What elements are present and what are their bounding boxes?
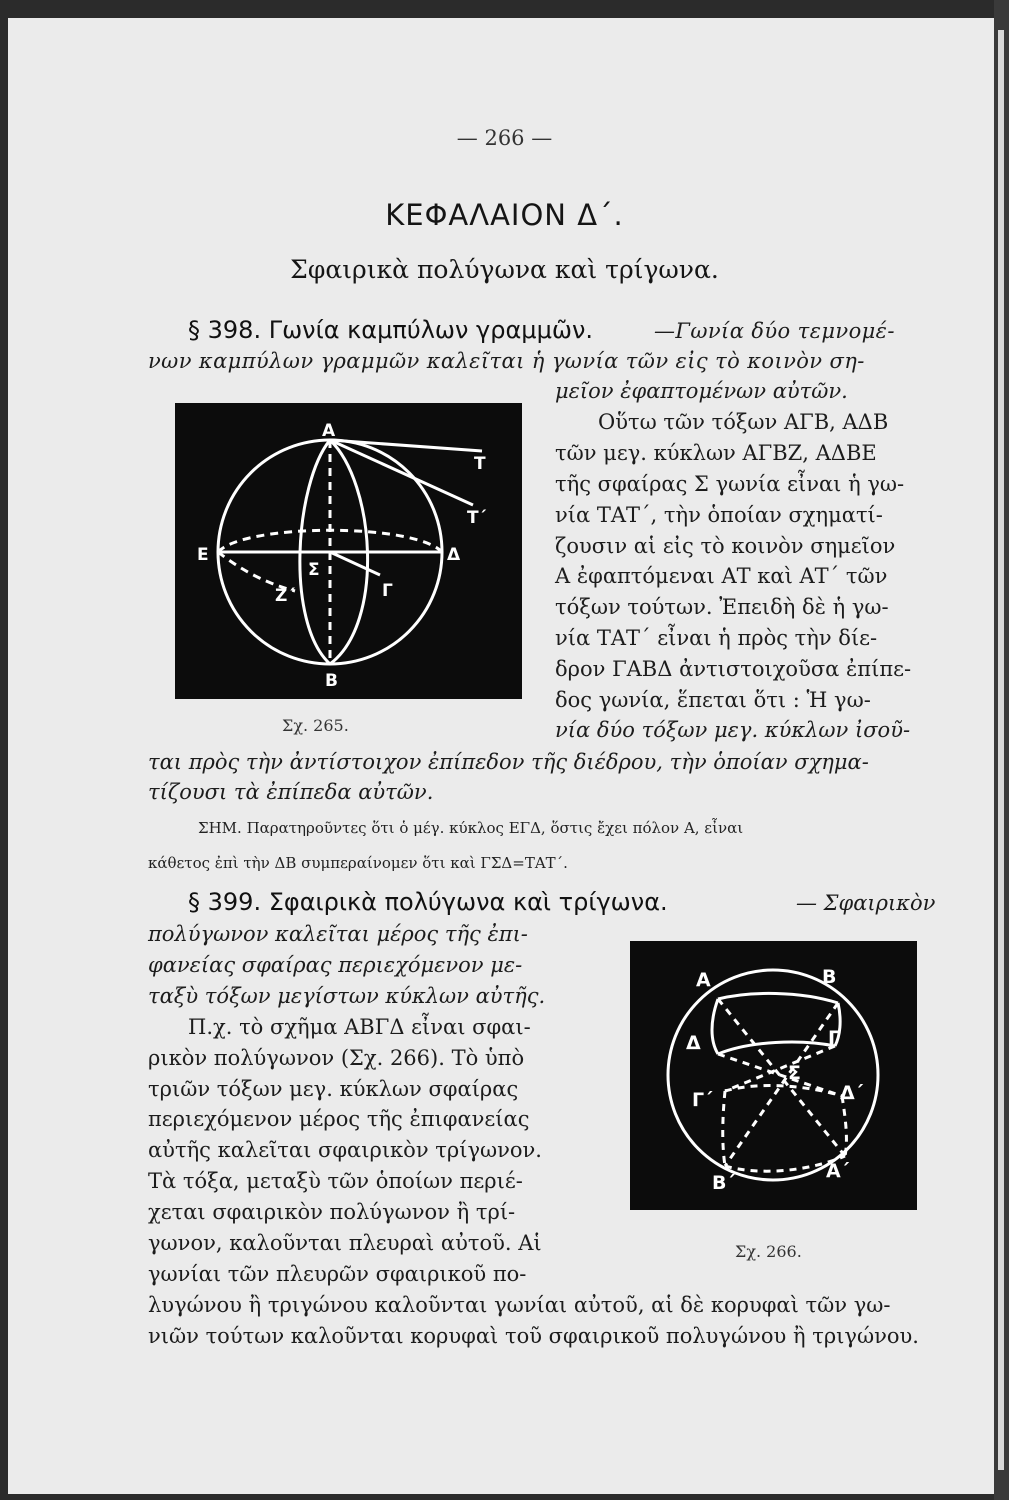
section-399-line: φανείας σφαίρας περιεχόμενον με-: [148, 953, 523, 977]
section-398-line: δρον ΓΑΒΔ ἀντιστοιχοῦσα ἐπίπε-: [555, 657, 912, 681]
figure-266: [630, 941, 917, 1210]
note-line: ΣΗΜ. Παρατηροῦντες ὅτι ὁ μέγ. κύκλος ΕΓΔ, ὅστις ἔχει πόλον Α, εἶναι: [198, 819, 744, 837]
section-399-line: γωνον, καλοῦνται πλευραὶ αὐτοῦ. Αἱ: [148, 1231, 542, 1255]
section-398-line: νων καμπύλων γραμμῶν καλεῖται ἡ γωνία τῶν εἰς τὸ κοινὸν ση-: [148, 349, 865, 373]
section-399-line: νιῶν τούτων καλοῦνται κορυφαὶ τοῦ σφαιρικοῦ πολυγώνου ἢ τριγώνου.: [148, 1324, 919, 1348]
section-398-line: τίζουσι τὰ ἐπίπεδα αὐτῶν.: [148, 780, 434, 804]
fig265-label-g: Γ: [382, 581, 393, 601]
arc-g-prime-d-prime: [725, 1086, 842, 1096]
note-line: κάθετος ἐπὶ τὴν ΔΒ συμπεραίνομεν ὅτι καὶ ΓΣΔ=ΤΑΤ΄.: [148, 854, 568, 872]
fig266-label-s: Σ: [788, 1062, 801, 1084]
section-399-line: τριῶν τόξων μεγ. κύκλων σφαίρας: [148, 1077, 519, 1101]
section-399-line: χεται σφαιρικὸν πολύγωνον ἢ τρί-: [148, 1200, 516, 1224]
fig266-label-g: Γ: [828, 1027, 841, 1049]
line-d-d-prime: [718, 1054, 842, 1096]
section-398-line: δος γωνία, ἕπεται ὅτι : Ἡ γω-: [555, 688, 871, 712]
section-399-line: αὐτῆς καλεῖται σφαιρικὸν τρίγωνον.: [148, 1138, 542, 1162]
chapter-title: ΚΕΦΑΛΑΙΟΝ Δ΄.: [385, 198, 624, 232]
section-399-line: ταξὺ τόξων μεγίστων κύκλων αὐτῆς.: [148, 984, 546, 1008]
section-398-heading: § 398. Γωνία καμπύλων γραμμῶν.: [188, 316, 593, 344]
fig266-label-b-prime: Β΄: [712, 1172, 735, 1194]
line-a-a-prime: [718, 999, 845, 1156]
page-number: — 266 —: [456, 126, 553, 150]
section-398-line: Οὕτω τῶν τόξων ΑΓΒ, ΑΔΒ: [598, 410, 889, 434]
section-398-line: τόξων τούτων. Ἐπειδὴ δὲ ἡ γω-: [555, 595, 889, 619]
fig265-label-d: Δ: [447, 545, 461, 565]
section-398-line: ζουσιν αἱ εἰς τὸ κοινὸν σημεῖον: [555, 534, 896, 558]
section-398-line: —Γωνία δύο τεμνομέ-: [654, 319, 895, 343]
line-g-g-prime: [725, 1046, 835, 1091]
fig266-label-g-prime: Γ΄: [692, 1089, 713, 1111]
section-398-line: νία ΤΑΤ΄ εἶναι ἡ πρὸς τὴν δίε-: [555, 626, 878, 650]
figure-265: [175, 403, 522, 699]
fig265-label-b: Β: [325, 671, 338, 691]
section-398-line: ται πρὸς τὴν ἀντίστοιχον ἐπίπεδον τῆς διέδρου, τὴν ὁποίαν σχημα-: [148, 750, 869, 774]
section-399-line: περιεχόμενον μέρος τῆς ἐπιφανείας: [148, 1107, 530, 1131]
fig266-label-b: Β: [822, 966, 837, 988]
section-399-line: Τὰ τόξα, μεταξὺ τῶν ὁποίων περιέ-: [148, 1169, 523, 1193]
section-398-line: τῆς σφαίρας Σ γωνία εἶναι ἡ γω-: [555, 472, 905, 496]
section-399-line: πολύγωνον καλεῖται μέρος τῆς ἐπι-: [148, 922, 528, 946]
section-398-line: μεῖον ἐφαπτομένων αὐτῶν.: [555, 379, 848, 403]
arc-ab: [718, 993, 838, 1003]
section-399-line: ρικὸν πολύγωνον (Σχ. 266). Τὸ ὑπὸ: [148, 1046, 525, 1070]
fig265-label-e: Ε: [197, 545, 209, 565]
arc-ad: [712, 999, 718, 1054]
fig265-label-z-prime: Ζ΄: [275, 586, 295, 606]
radius-sg: [330, 552, 380, 575]
section-399-line: Π.χ. τὸ σχῆμα ΑΒΓΔ εἶναι σφαι-: [188, 1015, 531, 1039]
section-398-line: νία ΤΑΤ΄, τὴν ὁποίαν σχηματί-: [555, 503, 883, 527]
chapter-subtitle: Σφαιρικὰ πολύγωνα καὶ τρίγωνα.: [290, 255, 719, 284]
figure-266-caption: Σχ. 266.: [735, 1242, 802, 1261]
fig266-label-d-prime: Δ΄: [840, 1082, 864, 1104]
section-398-line: Α ἐφαπτόμεναι ΑΤ καὶ ΑΤ΄ τῶν: [555, 564, 888, 588]
section-399-line: γωνίαι τῶν πλευρῶν σφαιρικοῦ πο-: [148, 1262, 527, 1286]
section-399-line: λυγώνου ἢ τριγώνου καλοῦνται γωνίαι αὐτοῦ, αἱ δὲ κορυφαὶ τῶν γω-: [148, 1293, 891, 1317]
fig265-label-t: Τ: [474, 454, 486, 474]
arc-g-prime-b-prime: [723, 1091, 725, 1166]
fig266-label-a: Α: [696, 969, 711, 991]
fig266-label-d: Δ: [686, 1032, 701, 1054]
section-399-heading: § 399. Σφαιρικὰ πολύγωνα καὶ τρίγωνα.: [188, 888, 668, 916]
figure-265-caption: Σχ. 265.: [282, 716, 349, 735]
fig266-label-a-prime: Α΄: [826, 1160, 850, 1182]
fig265-label-s: Σ: [308, 560, 320, 580]
section-398-line: νία δύο τόξων μεγ. κύκλων ἰσοῦ-: [555, 718, 911, 742]
section-398-line: τῶν μεγ. κύκλων ΑΓΒΖ, ΑΔΒΕ: [555, 441, 877, 465]
section-399-line: — Σφαιρικὸν: [796, 891, 936, 915]
fig265-label-t-prime: Τ΄: [467, 508, 487, 528]
arc-d-prime-a-prime: [842, 1096, 846, 1156]
fig265-label-a: Α: [322, 421, 336, 441]
